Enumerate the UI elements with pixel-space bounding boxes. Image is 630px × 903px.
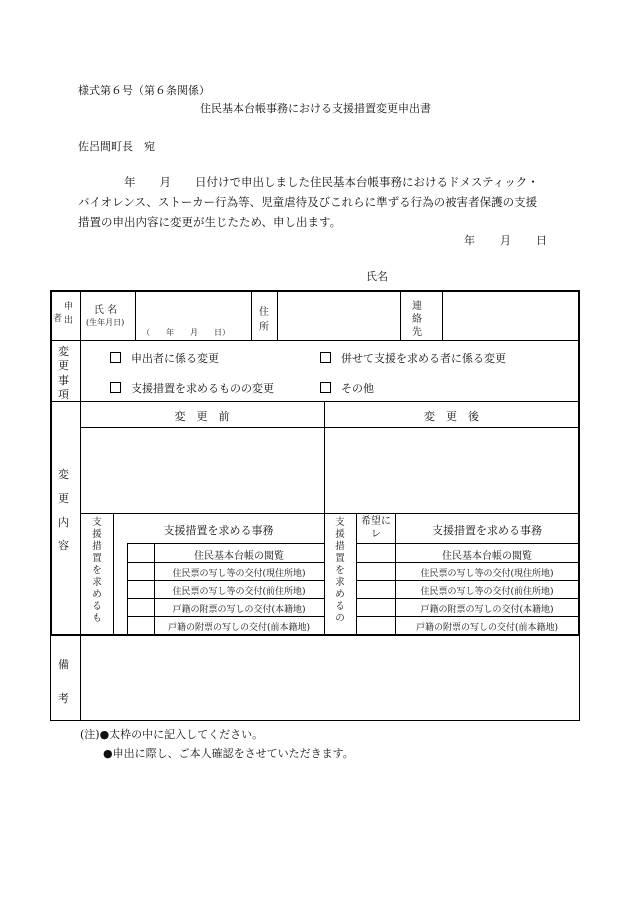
intro-text: 日付けで申出しました住民基本台帳事務におけるドメスティック・バイオレンス、ストーカー行為等、児童虐待及びこれらに準ずる行為の被害者保護の支援措置の申出内容に変更が生じたため、申し出ます。 xyxy=(78,175,539,229)
wish-label: 希望にレ xyxy=(361,516,391,540)
checkbox-icon[interactable] xyxy=(320,382,331,393)
item-after-1: 住民基本台帳の閲覧 xyxy=(442,551,532,562)
contact-label-3: 先 xyxy=(412,327,422,338)
support-side-label-left: 支 援 措 置 を 求 め る も xyxy=(92,517,102,624)
intro-paragraph xyxy=(78,172,546,232)
applicant-label-3: 者 xyxy=(53,314,63,324)
item-after-5: 戸籍の附票の写しの交付(前本籍地) xyxy=(415,623,559,633)
birth-label: (生年月日) xyxy=(86,318,125,327)
change-items-label-2: 更 xyxy=(58,359,69,372)
after-header: 変 更 後 xyxy=(424,410,479,423)
change-items-label-4: 項 xyxy=(58,388,69,401)
checkbox-icon[interactable] xyxy=(110,352,121,363)
item-before-3: 住民票の写し等の交付(前住所地) xyxy=(172,587,306,597)
contact-label-1: 連 xyxy=(412,301,422,312)
option-applicant-change[interactable]: 申出者に係る変更 xyxy=(110,350,219,366)
content-label-4: 容 xyxy=(58,539,69,552)
item-before-5: 戸籍の附票の写しの交付(前本籍地) xyxy=(167,623,311,633)
contact-label-2: 絡 xyxy=(412,314,422,325)
intro-month: 月 xyxy=(159,175,171,189)
item-after-4: 戸籍の附票の写しの交付(本籍地) xyxy=(420,605,554,615)
form-title: 住民基本台帳事務における支援措置変更申出書 xyxy=(200,102,431,115)
addressee: 佐呂間町長 宛 xyxy=(78,140,155,153)
item-before-4: 戸籍の附票の写しの交付(本籍地) xyxy=(172,605,306,615)
option-accompanying-change[interactable]: 併せて支援を求める者に係る変更 xyxy=(320,350,506,366)
content-label-2: 更 xyxy=(58,492,69,505)
address-label-2: 所 xyxy=(259,322,269,333)
remarks-label-1: 備 xyxy=(58,658,69,671)
support-side-label-right: 支 援 措 置 を 求 め る の xyxy=(335,517,345,624)
change-items-label-1: 変 xyxy=(58,345,69,358)
content-label-1: 変 xyxy=(58,468,69,481)
applicant-label-2: 出 xyxy=(64,316,74,326)
name-label: 氏 名 xyxy=(94,305,118,316)
checkbox-icon[interactable] xyxy=(320,352,331,363)
checkbox-icon[interactable] xyxy=(110,382,121,393)
note-1: (注)●太枠の中に記入してください。 xyxy=(80,728,264,741)
signature-label: 氏名 xyxy=(366,270,388,283)
applicant-label-1: 申 xyxy=(64,302,74,312)
date-year: 年 xyxy=(464,234,475,247)
item-after-2: 住民票の写し等の交付(現住所地) xyxy=(420,569,554,579)
form-number: 様式第６号（第６条関係） xyxy=(78,84,210,97)
option-other[interactable]: その他 xyxy=(320,380,374,396)
date-day: 日 xyxy=(536,234,547,247)
change-items-label-3: 事 xyxy=(58,374,69,387)
before-header: 変 更 前 xyxy=(174,410,230,423)
support-header-before: 支援措置を求める事務 xyxy=(163,524,274,537)
address-label-1: 住 xyxy=(259,307,269,318)
date-month: 月 xyxy=(500,234,511,247)
content-label-3: 内 xyxy=(58,516,69,529)
option-support-change[interactable]: 支援措置を求めるものの変更 xyxy=(110,380,274,396)
item-after-3: 住民票の写し等の交付(前住所地) xyxy=(420,587,554,597)
item-before-2: 住民票の写し等の交付(現住所地) xyxy=(172,569,306,579)
note-2: ●申出に際し、ご本人確認をさせていただきます。 xyxy=(103,747,354,760)
item-before-1: 住民基本台帳の閲覧 xyxy=(194,551,284,562)
support-header-after: 支援措置を求める事務 xyxy=(432,524,542,537)
intro-year: 年 xyxy=(124,175,136,189)
birth-placeholder: （ 年 月 日） xyxy=(142,328,230,337)
remarks-label-2: 考 xyxy=(58,692,69,705)
